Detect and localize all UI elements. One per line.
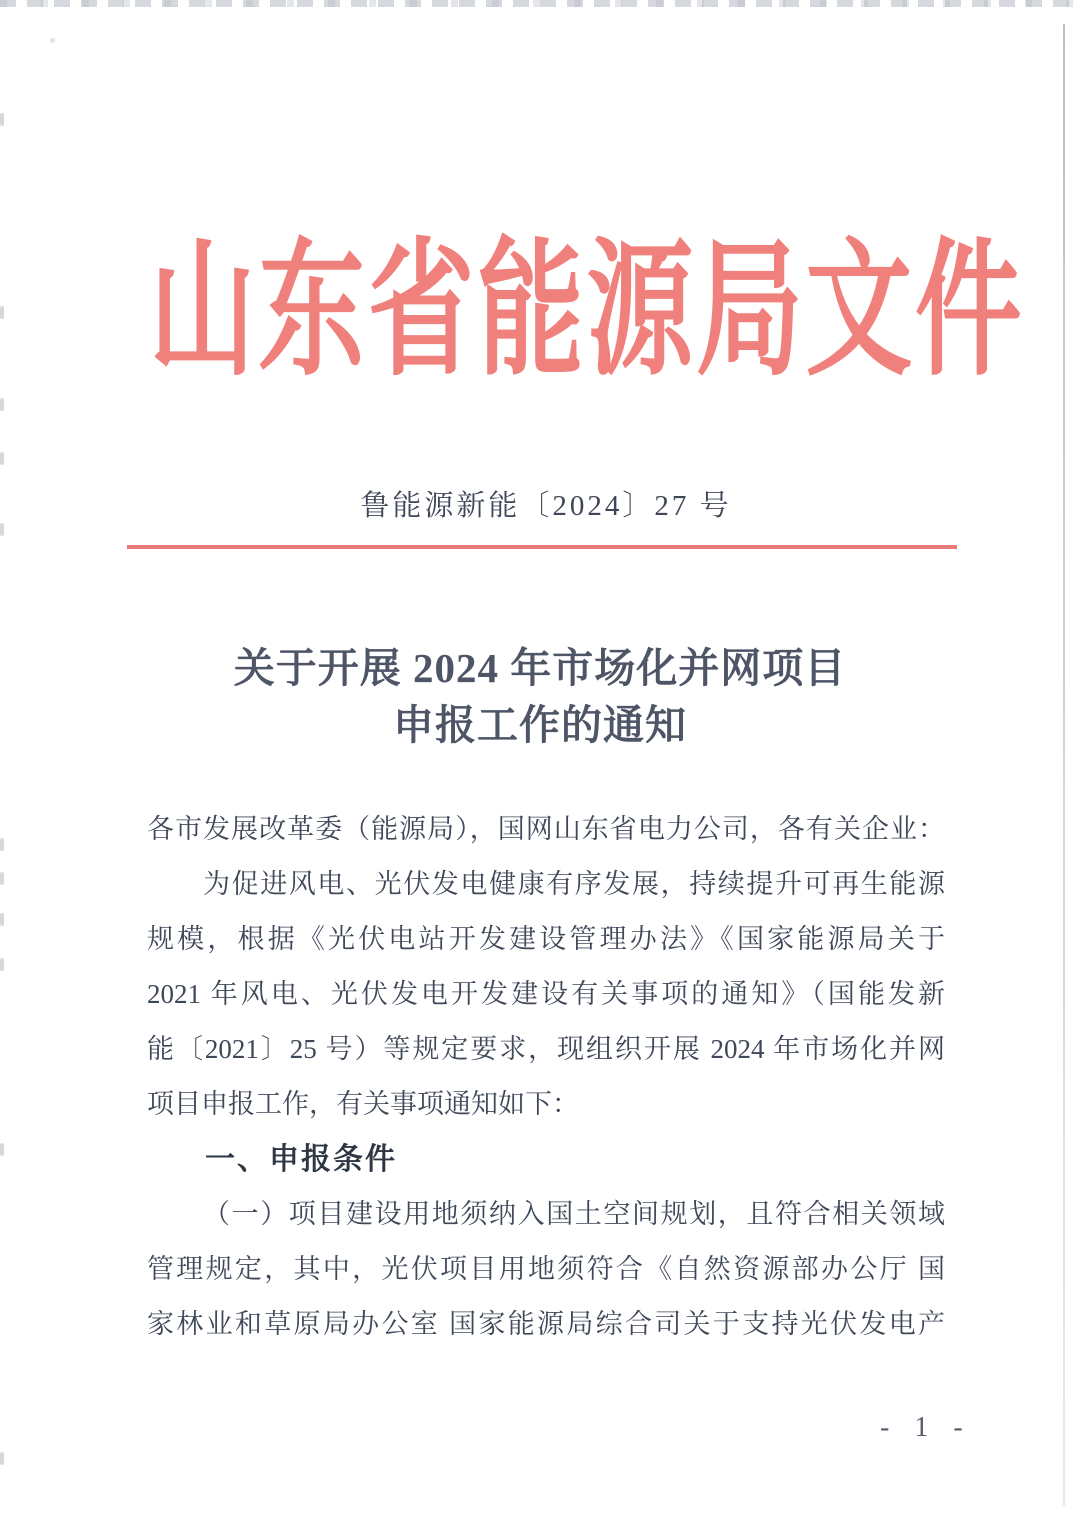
scan-artifact-left — [0, 1452, 4, 1465]
document-number: 鲁能源新能〔2024〕27 号 — [360, 490, 732, 522]
scan-artifact-left — [0, 913, 4, 926]
notice-title-line2: 申报工作的通知 — [393, 702, 687, 748]
scan-artifact-left — [0, 306, 4, 319]
body-line: 能〔2021〕25 号）等规定要求，现组织开展 2024 年市场化并网 — [147, 1034, 945, 1064]
body-line-salutation: 各市发展改革委（能源局），国网山东省电力公司，各有关企业： — [147, 814, 945, 844]
scan-artifact-left — [0, 838, 4, 851]
scan-artifact-left — [0, 452, 4, 465]
body-line: 家林业和草原局办公室 国家能源局综合司关于支持光伏发电产 — [147, 1309, 945, 1339]
scan-artifact-top-edge — [0, 0, 1080, 7]
red-divider-line — [127, 545, 957, 549]
body-line: 为促进风电、光伏发电健康有序发展，持续提升可再生能源 — [203, 869, 945, 899]
scan-artifact-left — [0, 958, 4, 971]
body-line: 项目申报工作，有关事项通知如下： — [147, 1089, 579, 1119]
scan-artifact-left — [0, 398, 4, 411]
scan-artifact-right-edge — [1063, 24, 1065, 1506]
body-line: 规模，根据《光伏电站开发建设管理办法》《国家能源局关于 — [147, 924, 945, 954]
scan-artifact-left — [0, 872, 4, 885]
section-heading-application-conditions: 一、申报条件 — [205, 1143, 397, 1176]
body-line: 管理规定，其中，光伏项目用地须符合《自然资源部办公厅 国 — [147, 1254, 945, 1284]
notice-title-line1: 关于开展 2024 年市场化并网项目 — [233, 645, 847, 691]
page-number: - 1 - — [880, 1412, 970, 1443]
body-line: （一）项目建设用地须纳入国土空间规划，且符合相关领域 — [203, 1199, 945, 1229]
notice-body — [147, 802, 945, 1352]
notice-title — [0, 640, 1080, 754]
agency-banner-title: 山东省能源局文件 — [148, 230, 1025, 394]
scan-artifact-left — [0, 113, 4, 126]
body-line: 2021 年风电、光伏发电开发建设有关事项的通知》（国能发新 — [147, 979, 945, 1009]
scan-artifact-left — [0, 523, 4, 536]
scan-artifact-left — [0, 1143, 4, 1156]
scan-artifact-dot — [50, 38, 55, 43]
